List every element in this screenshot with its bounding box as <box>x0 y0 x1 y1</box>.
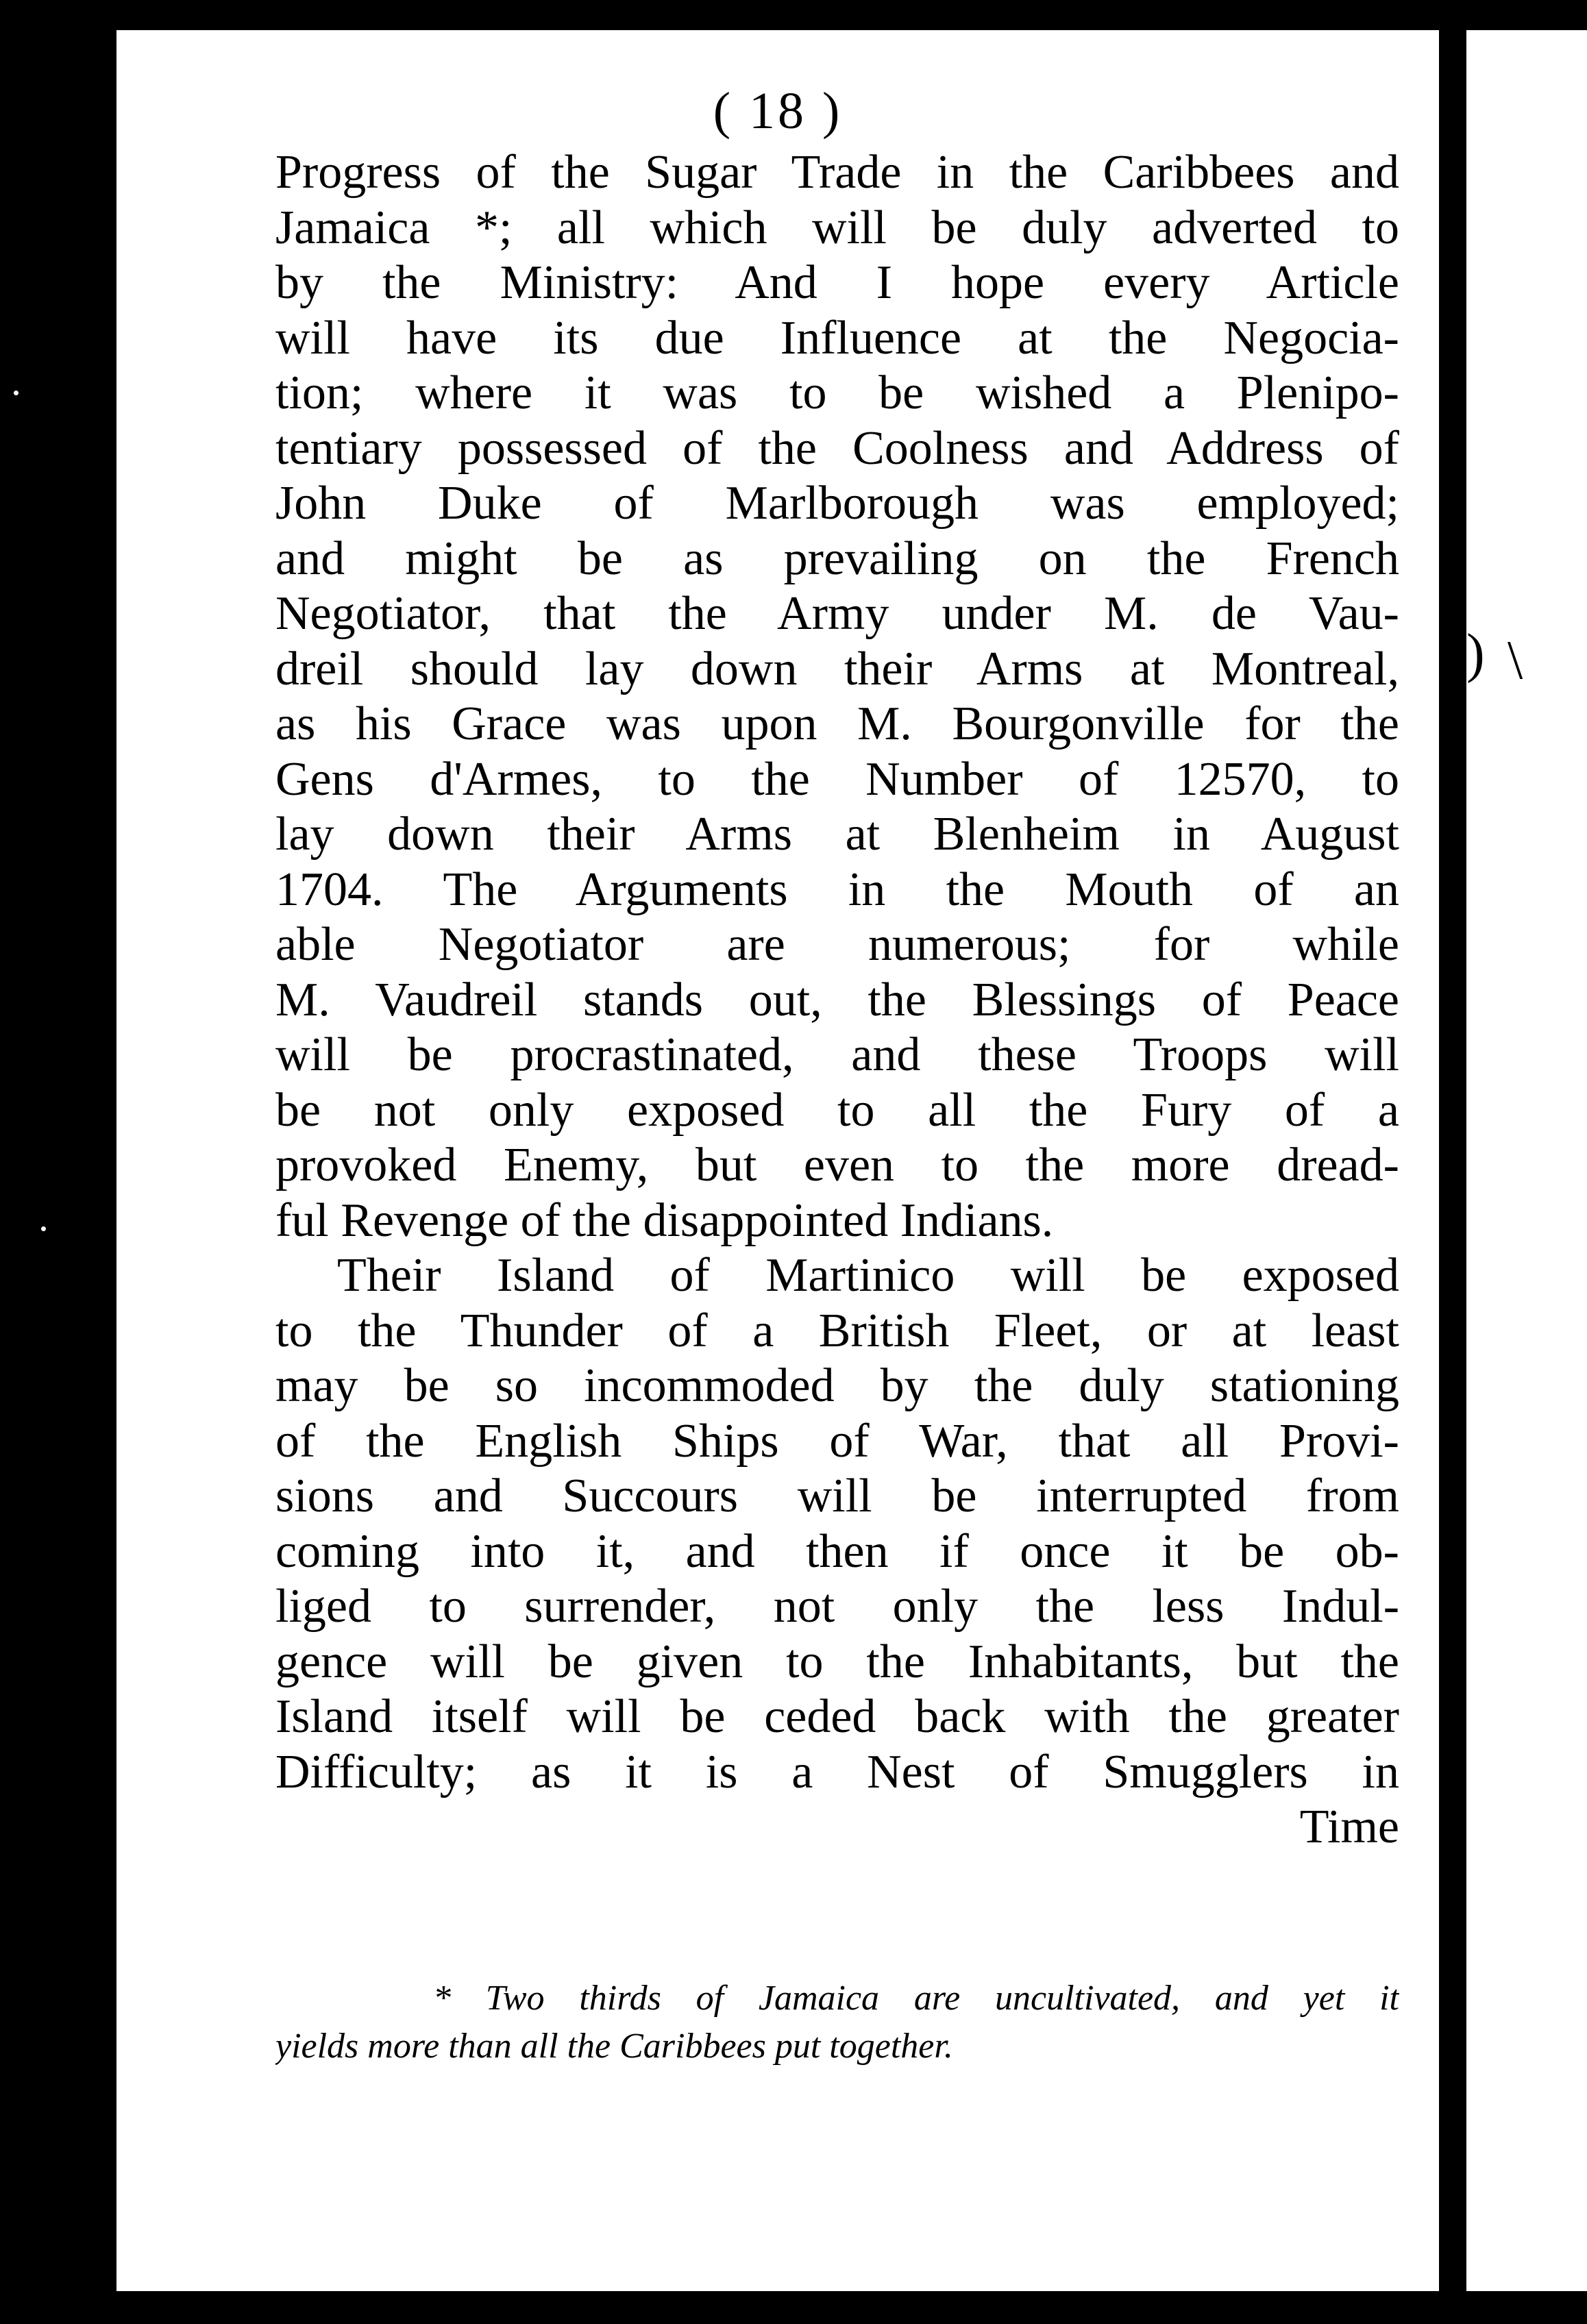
page-number: ( 18 ) <box>713 82 843 140</box>
body-text <box>275 145 1399 1855</box>
footnote <box>275 1975 1399 2070</box>
text-line: Island itself will be ceded back with the greater <box>275 1690 1399 1743</box>
text-line: of the English Ships of War, that all Provi- <box>275 1414 1399 1468</box>
text-line: tentiary possessed of the Coolness and Address of <box>275 421 1399 475</box>
text-line: Progress of the Sugar Trade in the Caribbees and <box>275 146 1399 199</box>
text-line: coming into it, and then if once it be ob- <box>275 1524 1399 1578</box>
bleed-through-mark: \ <box>1508 630 1523 691</box>
text-line: sions and Succours will be interrupted from <box>275 1470 1399 1522</box>
text-line: by the Ministry: And I hope every Article <box>275 256 1399 309</box>
text-line: gence will be given to the Inhabitants, but the <box>275 1635 1399 1688</box>
scan-speck <box>14 391 19 395</box>
text-line: Their Island of Martinico will be exposed <box>337 1249 1399 1302</box>
facing-page-edge <box>1466 30 1587 2291</box>
text-line: liged to surrender, not only the less Indul- <box>275 1580 1399 1633</box>
footnote-line: yields more than all the Caribbees put together. <box>275 2027 953 2066</box>
text-line: to the Thunder of a British Fleet, or at least <box>275 1304 1399 1357</box>
text-line: and might be as prevailing on the French <box>275 532 1399 585</box>
text-line: tion; where it was to be wished a Plenipo- <box>275 367 1399 419</box>
text-line: may be so incommoded by the duly stationing <box>275 1359 1399 1412</box>
text-line: M. Vaudreil stands out, the Blessings of Peace <box>275 973 1399 1026</box>
text-line: dreil should lay down their Arms at Montreal, <box>275 642 1399 695</box>
bleed-through-mark: ) <box>1466 623 1485 684</box>
footnote-line: * Two thirds of Jamaica are uncultivated, and yet it <box>433 1979 1399 2018</box>
text-line: provoked Enemy, but even to the more dread- <box>275 1139 1399 1191</box>
book-page <box>116 30 1439 2291</box>
text-line: Jamaica *; all which will be duly adverted to <box>275 201 1399 254</box>
text-line: will have its due Influence at the Negocia- <box>275 311 1399 364</box>
text-line: Gens d'Armes, to the Number of 12570, to <box>275 752 1399 806</box>
text-line: as his Grace was upon M. Bourgonville for the <box>275 697 1399 750</box>
text-line: will be procrastinated, and these Troops will <box>275 1028 1399 1081</box>
text-line: ful Revenge of the disappointed Indians. <box>275 1194 1054 1247</box>
text-line: Negotiator, that the Army under M. de Vau- <box>275 587 1399 640</box>
text-line: John Duke of Marlborough was employed; <box>275 477 1399 530</box>
scan-speck <box>41 1226 46 1231</box>
text-line: 1704. The Arguments in the Mouth of an <box>275 863 1399 916</box>
text-line: lay down their Arms at Blenheim in August <box>275 808 1399 861</box>
text-line: Difficulty; as it is a Nest of Smugglers in <box>275 1745 1399 1798</box>
text-line: be not only exposed to all the Fury of a <box>275 1083 1399 1137</box>
catchword: Time <box>1299 1801 1399 1853</box>
text-line: able Negotiator are numerous; for while <box>275 918 1399 971</box>
